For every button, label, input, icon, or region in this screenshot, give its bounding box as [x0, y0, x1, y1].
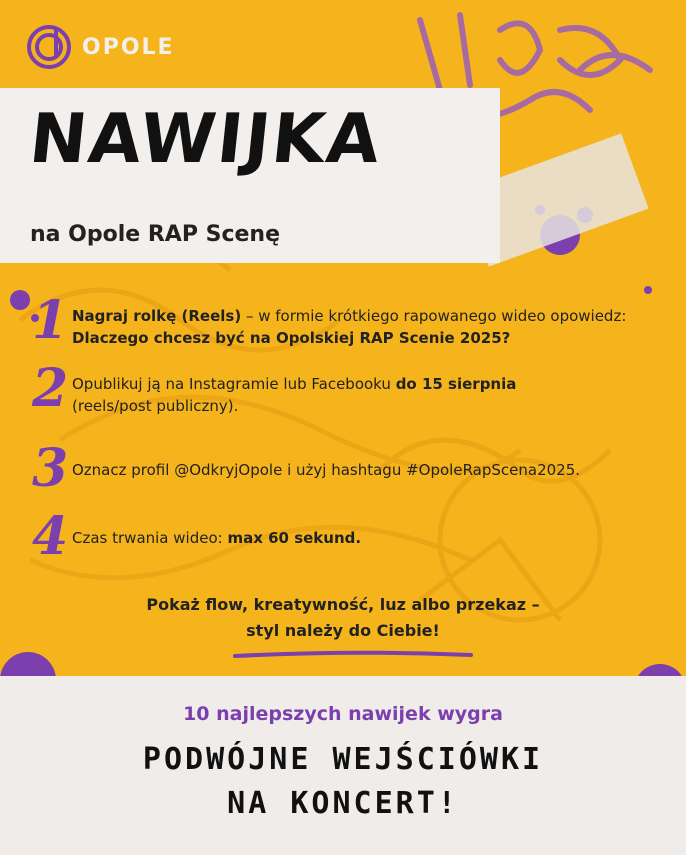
step-3 — [32, 438, 662, 499]
brand-logo — [26, 24, 175, 70]
step-text: Oznacz profil @OdkryjOpole i użyj hashtagu #OpoleRapScena2025. — [72, 461, 581, 479]
brush-underline — [233, 650, 473, 660]
page-subtitle: na Opole RAP Scenę — [30, 222, 280, 247]
step-number: 3 — [32, 438, 69, 499]
step-2 — [32, 358, 662, 419]
opole-logo-icon — [26, 24, 72, 70]
prize-lead: 10 najlepszych nawijek wygra — [183, 703, 503, 725]
closing-line-1: Pokaż flow, kreatywność, luz albo przekaz – — [146, 595, 540, 614]
logo-text: OPOLE — [82, 34, 175, 60]
step-text: Czas trwania wideo: max 60 sekund. — [72, 529, 362, 547]
prize-line-2: NA KONCERT! — [227, 786, 459, 821]
prize-text — [0, 738, 686, 826]
prize-line-1: PODWÓJNE WEJŚCIÓWKI — [142, 742, 544, 777]
step-4 — [32, 506, 662, 567]
step-number: 2 — [32, 358, 69, 419]
step-number: 4 — [32, 506, 69, 567]
step-text: Nagraj rolkę (Reels) – w formie krótkiego rapowanego wideo opowiedz: Dlaczego chcesz być na Opolskiej RAP Scenie 2025? — [72, 307, 627, 347]
step-1 — [32, 290, 662, 351]
step-number: 1 — [32, 290, 69, 351]
closing-line-2: styl należy do Ciebie! — [246, 621, 440, 640]
page-title: NAWIJKA — [25, 100, 386, 179]
closing-message — [0, 592, 686, 644]
step-text: Opublikuj ją na Instagramie lub Facebooku do 15 sierpnia (reels/post publiczny). — [72, 375, 517, 415]
